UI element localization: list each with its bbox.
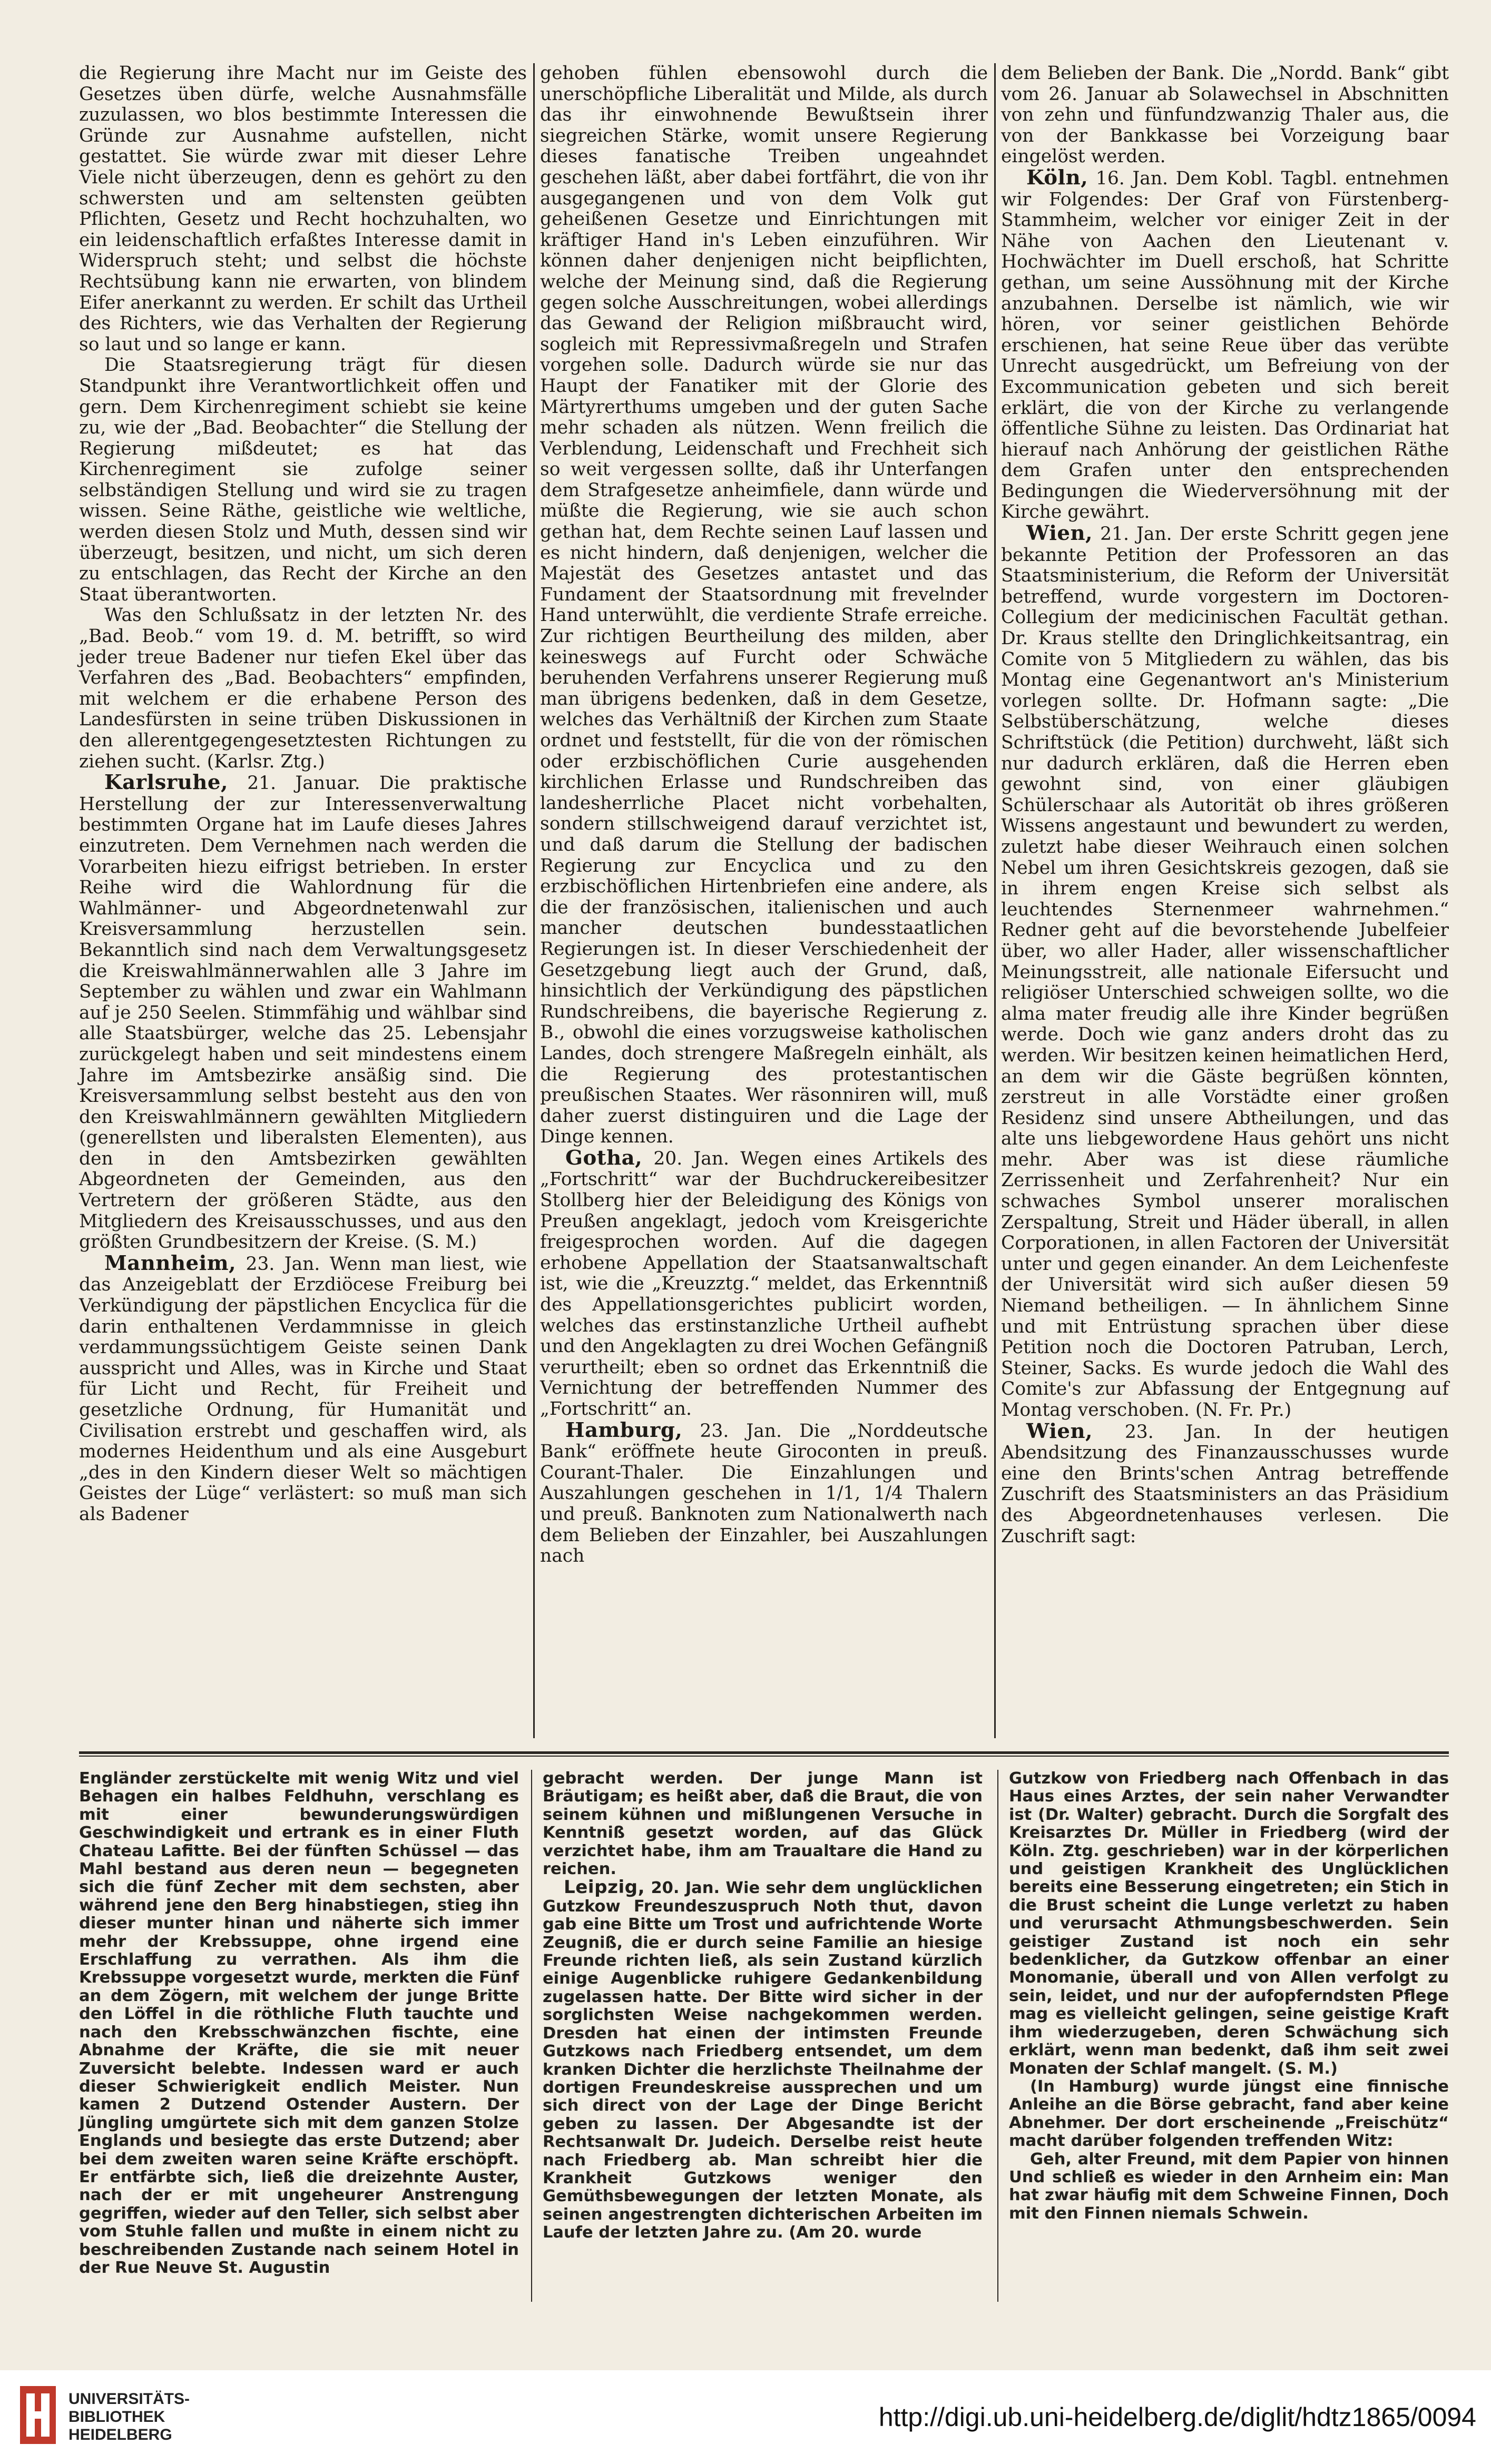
column-right [1001, 63, 1449, 1547]
feuilleton-divider-thin [79, 1756, 1449, 1757]
library-name-line: UNIVERSITÄTS- [68, 2390, 190, 2408]
article-paragraph: dem Belieben der Bank. Die „Nordd. Bank“ gibt vom 26. Januar ab Solawechsel in Abschnitten von zehn und fünfundzwanzig Thaler aus, die von der Bankkasse bei Vorzeigung baar eingelöst werden. [1001, 63, 1449, 167]
article-paragraph: gehoben fühlen ebensowohl durch die unerschöpfliche Liberalität und Milde, als durch das ihr einwohnende Bewußtsein ihrer siegreichen Stärke, womit unsere Regierung dieses fanatische Treiben ungeahndet geschehen läßt, aber dabei fortfährt, die von ihr ausgegangenen und von dem Volk gut geheißenen Gesetze und Einrichtungen mit kräftiger Hand in's Leben einzuführen. Wir können daher denjenigen nicht beipflichten, welche der Meinung sind, daß die Regierung gegen solche Ausschreitungen, wobei allerdings das Gewand der Religion mißbraucht wird, sogleich mit Repressivmaßregeln und Strafen vorgehen solle. Dadurch würde sie nur das Haupt der Fanatiker mit der Glorie des Märtyrerthums umgeben und der guten Sache mehr schaden als nützen. Wenn freilich die Verblendung, Leidenschaft und Frechheit sich so weit vergessen sollte, daß ihr Unterfangen dem Strafgesetze anheimfiele, dann würde und müßte die Regierung, wie sie auch schon gethan hat, dem Rechte seinen Lauf lassen und es nicht hindern, daß denjenigen, welcher die Majestät des Gesetzes antastet und das Fundament der Staatsordnung mit frevelnder Hand unterwühlt, die verdiente Strafe erreiche. Zur richtigen Beurtheilung des milden, aber keineswegs auf Furcht oder Schwäche beruhenden Verfahrens unserer Regierung muß man übrigens bedenken, daß in dem Gesetze, welches das Verhältniß der Kirchen zum Staate ordnet und feststellt, für die von der römischen oder erzbischöflichen Curie ausgehenden kirchlichen Erlasse und Rundschreiben das landesherrliche Placet nicht vorbehalten, sondern stillschweigend darauf verzichtet ist, und daß darum die Stellung der badischen Regierung zur Encyclica und zu den erzbischöflichen Hirtenbriefen eine andere, als die der französischen, italienischen und auch mancher deutschen bundesstaatlichen Regierungen ist. In dieser Verschiedenheit der Gesetzgebung liegt auch der Grund, daß, hinsichtlich der Verkündigung des päpstlichen Rundschreibens, die bayerische Regierung z. B., obwohl die eines vorzugsweise katholischen Landes, doch strengere Maßregeln einhält, als die Regierung des protestantischen preußischen Staates. Wer räsonniren will, muß daher zuerst distinguiren und die Lage der Dinge kennen. [540, 63, 988, 1148]
digitization-footer [0, 2370, 1491, 2464]
article-paragraph: (In Hamburg) wurde jüngst eine finnische Anleihe an die Börse gebracht, fand aber keine Abnehmer. Der dort erscheinende „Freischütz“ macht darüber folgenden treffenden Witz: [1009, 2077, 1449, 2151]
dateline-place: Leipzig, [564, 1877, 645, 1898]
dateline-place: Hamburg, [565, 1418, 683, 1442]
top-article-section [79, 63, 1449, 1728]
library-name [68, 2390, 190, 2444]
article-paragraph: Gutzkow von Friedberg nach Offenbach in das Haus eines Arztes, der sein naher Verwandter ist (Dr. Walter) gebracht. Durch die Sorgfalt des Kreisarztes Dr. Müller in Friedberg (wird der Köln. Ztg. geschrieben) war in der körperlichen und geistigen Krankheit des Unglücklichen bereits eine Besserung eingetreten; ein Stich in die Brust scheint die Lunge verletzt zu haben und verursacht Athmungsbeschwerden. Sein geistiger Zustand ist noch ein sehr bedenklicher, da Gutzkow offenbar an einer Monomanie, überall und von Allen verfolgt zu sein, leidet, und nur der aufopferndsten Pflege mag es vielleicht gelingen, seine geistige Kraft ihm wiederzugeben, deren Schwächung sich erklärt, wenn man bedenkt, daß ihm seit zwei Monaten der Schlaf mangelt. (S. M.) [1009, 1769, 1449, 2078]
dateline-place: Gotha, [565, 1146, 643, 1170]
feuilleton-column-middle [543, 1770, 983, 2242]
library-name-line: BIBLIOTHEK [68, 2408, 165, 2426]
library-logo[interactable] [16, 2381, 237, 2455]
source-url-link[interactable]: http://digi.ub.uni-heidelberg.de/diglit/hdtz1865/0094 [878, 2402, 1476, 2432]
column-divider [531, 1770, 532, 2302]
column-divider [997, 1770, 998, 2302]
dateline-place: Köln, [1026, 165, 1088, 190]
article-paragraph: Die Staatsregierung trägt für diesen Standpunkt ihre Verantwortlichkeit offen und gern. Dem Kirchenregiment schiebt sie keine zu, wie der „Bad. Beobachter“ die Stellung der Regierung mißdeutet; es hat das Kirchenregiment sie zufolge seiner selbständigen Stellung und wird sie zu tragen wissen. Seine Räthe, geistliche wie weltliche, werden diesen Stolz und Muth, dessen sind wir überzeugt, besitzen, und nicht, um sich deren zu entschlagen, das Recht der Kirche an den Staat überantworten. [79, 354, 527, 605]
article-paragraph: die Regierung ihre Macht nur im Geiste des Gesetzes üben dürfe, welche Ausnahmsfälle zuzulassen, wo blos bestimmte Interessen die Gründe zur Ausnahme aufstellen, nicht gestattet. Sie würde zwar mit dieser Lehre Viele nicht überzeugen, denn es gehört zu den schwersten und am seltensten geübten Pflichten, Gesetz und Recht hochzuhalten, wo ein leidenschaftlich erfaßtes Interesse damit in Widerspruch steht; und selbst die höchste Rechtsübung kann nie erwarten, von blindem Eifer anerkannt zu werden. Er schilt das Urtheil des Richters, wie das Verhalten der Regierung so laut und so lange er kann. [79, 63, 527, 355]
article-paragraph: Geh, alter Freund, mit dem Papier von hinnen Und schließ es wieder in den Arnheim ein: Man hat zwar häufig mit dem Schweine Finnen, Doch mit den Finnen niemals Schwein. [1009, 2150, 1449, 2223]
feuilleton-column-right [1009, 1770, 1449, 2223]
article-paragraph: Köln, 16. Jan. Dem Kobl. Tagbl. entnehmen wir Folgendes: Der Graf von Fürstenberg-Stammheim, welcher vor einiger Zeit in der Nähe von Aachen den Lieutenant v. Hochwächter im Duell erschoß, hat Schritte gethan, um seine Aussöhnung mit der Kirche anzubahnen. Derselbe ist nämlich, wie wir hören, vor seiner geistlichen Behörde erschienen, hat seine Reue über das verübte Unrecht ausgedrückt, um Befreiung von der Excommunication gebeten und sich bereit erklärt, die von der Kirche zu verlangende öffentliche Sühne zu leisten. Das Ordinariat hat hierauf nach Anhörung der geistlichen Räthe dem Grafen unter den entsprechenden Bedingungen die Wiederversöhnung mit der Kirche gewährt. [1001, 165, 1449, 523]
feuilleton-section [79, 1770, 1449, 2323]
dateline-place: Karlsruhe, [104, 771, 228, 795]
dateline-place: Mannheim, [104, 1251, 237, 1275]
article-paragraph: Karlsruhe, 21. Januar. Die praktische Herstellung der zur Interessenverwaltung bestimmten Organe hat im Laufe dieses Jahres einzutreten. Dem Vernehmen nach werden die Vorarbeiten hiezu eifrigst betrieben. In erster Reihe wird die Wahlordnung für die Wahlmänner- und Abgeordnetenwahl zur Kreisversammlung herzustellen sein. Bekanntlich sind nach dem Verwaltungsgesetz die Kreiswahlmännerwahlen alle 3 Jahre im September zu wählen und zwar ein Wahlmann auf je 250 Seelen. Stimmfähig und wählbar sind alle Staatsbürger, welche das 25. Lebensjahr zurückgelegt haben und seit mindestens einem Jahre im Amtsbezirke ansäßig sind. Die Kreisversammlung selbst besteht aus den von den Kreiswahlmännern gewählten Mitgliedern (generellsten und liberalsten Elementen), aus den in den Amtsbezirken gewählten Abgeordneten der Gemeinden, aus den Vertretern der größeren Städte, aus den Mitgliedern des Kreisausschusses, und aus den größten Grundbesitzern der Kreise. (S. M.) [79, 771, 527, 1253]
library-name-line: HEIDELBERG [68, 2426, 172, 2443]
article-paragraph: Gotha, 20. Jan. Wegen eines Artikels des „Fortschritt“ war der Buchdruckereibesitzer Stollberg hier der Beleidigung des Königs von Preußen angeklagt, jedoch vom Kreisgerichte freigesprochen worden. Auf die dagegen erhobene Appellation der Staatsanwaltschaft ist, wie die „Kreuzztg.“ meldet, das Erkenntniß des Appellationsgerichtes publicirt worden, welches das erstinstanzliche Urtheil aufhebt und den Angeklagten zu drei Wochen Gefängniß verurtheilt; eben so ordnet das Erkenntniß die Vernichtung der betreffenden Nummer des „Fortschritt“ an. [540, 1146, 988, 1420]
column-divider [994, 63, 996, 1738]
article-paragraph: Wien, 23. Jan. In der heutigen Abendsitzung des Finanzausschusses wurde eine den Brints'schen Antrag betreffende Zuschrift des Staatsministers an das Präsidium des Abgeordnetenhauses verlesen. Die Zuschrift sagt: [1001, 1419, 1449, 1547]
dateline-place: Wien, [1026, 1419, 1093, 1443]
column-divider [533, 63, 535, 1738]
column-middle [540, 63, 988, 1567]
article-paragraph: Mannheim, 23. Jan. Wenn man liest, wie das Anzeigeblatt der Erzdiöcese Freiburg bei Verkündigung der päpstlichen Encyclica für die darin enthaltenen Verdammnisse in gleich verdammungssüchtigem Geiste seinen Dank ausspricht und Alles, was in Kirche und Staat für Licht und Recht, für Freiheit und gesetzliche Ordnung, für Humanität und Civilisation erstrebt und geschaffen wird, als modernes Heidenthum und als eine Ausgeburt „des in den Kindern dieser Welt so mächtigen Geistes der Lüge“ verlästert: so muß man sich als Badener [79, 1251, 527, 1525]
feuilleton-column-left [79, 1770, 519, 2277]
article-paragraph: Leipzig, 20. Jan. Wie sehr dem unglücklichen Gutzkow Freundeszuspruch Noth thut, davon gab eine Bitte um Trost und aufrichtende Worte Zeugniß, die er durch seine Familie an hiesige Freunde richten ließ, als sein Zustand kürzlich einige Augenblicke ruhigere Gedankenbildung zugelassen hatte. Der Bitte wird sicher in der sorglichsten Weise nachgekommen werden. Dresden hat einen der intimsten Freunde Gutzkows nach Friedberg entsendet, um dem kranken Dichter die herzlichste Theilnahme der dortigen Freundeskreise aussprechen und um sich direct von der Lage der Dinge Bericht geben zu lassen. Der Abgesandte ist der Rechtsanwalt Dr. Judeich. Derselbe reist heute nach Friedberg ab. Man schreibt hier die Krankheit Gutzkows weniger den Gemüthsbewegungen der letzten Monate, als seinen angestrengten dichterischen Arbeiten im Laufe der letzten Jahre zu. (Am 20. wurde [543, 1877, 983, 2242]
article-paragraph: Hamburg, 23. Jan. Die „Norddeutsche Bank“ eröffnete heute Giroconten in preuß. Courant-Thaler. Die Einzahlungen und Auszahlungen geschehen in 1/1, 1/4 Thalern und preuß. Banknoten zum Nationalwerth nach dem Belieben der Einzahler, bei Auszahlungen nach [540, 1418, 988, 1567]
article-paragraph: Engländer zerstückelte mit wenig Witz und viel Behagen ein halbes Feldhuhn, verschlang es mit einer bewunderungswürdigen Geschwindigkeit und ertrank es in einer Fluth Chateau Lafitte. Bei der fünften Schüssel — das Mahl bestand aus deren neun — begegneten sich die fünf Zecher mit dem sechsten, aber während jene den Berg hinabstiegen, stieg ihn dieser munter hinan und näherte sich immer mehr der Krebssuppe, ohne irgend eine Erschlaffung zu verrathen. Als ihm die Krebssuppe vorgesetzt wurde, merkten die Fünf an dem Zögern, mit welchem der junge Britte den Löffel in die röthliche Fluth tauchte und nach den Krebsschwänzchen fischte, eine Abnahme der Kräfte, die sie mit neuer Zuversicht belebte. Indessen ward er auch dieser Schwierigkeit endlich Meister. Nun kamen 2 Dutzend Ostender Austern. Der Jüngling umgürtete sich mit dem ganzen Stolze Englands und besiegte das erste Dutzend; aber bei dem zweiten waren seine Kräfte erschöpft. Er entfärbte sich, ließ die dreizehnte Auster, nach der er mit ungeheurer Anstrengung gegriffen, wieder auf den Teller, sich selbst aber vom Stuhle fallen und mußte in einem nicht zu beschreibenden Zustande nach seinem Hotel in der Rue Neuve St. Augustin [79, 1769, 519, 2277]
article-paragraph: Was den Schlußsatz in der letzten Nr. des „Bad. Beob.“ vom 19. d. M. betrifft, so wird jeder treue Badener nur tiefen Ekel über das Verfahren des „Bad. Beobachters“ empfinden, mit welchem er die erhabene Person des Landesfürsten in seine trüben Diskussionen in den allerentgegengesetztesten Richtungen zu ziehen sucht. (Karlsr. Ztg.) [79, 605, 527, 772]
article-paragraph: gebracht werden. Der junge Mann ist Bräutigam; es heißt aber, daß die Braut, die von seinem kühnen und mißlungenen Versuche in Kenntniß gesetzt worden, auf das Glück verzichtet habe, ihm am Traualtare die Hand zu reichen. [543, 1769, 983, 1879]
column-left [79, 63, 527, 1525]
feuilleton-divider [79, 1751, 1449, 1754]
dateline-place: Wien, [1026, 521, 1093, 546]
university-library-logo-icon [16, 2381, 60, 2449]
article-paragraph: Wien, 21. Jan. Der erste Schritt gegen jene bekannte Petition der Professoren an das Staatsministerium, die Reform der Universität betreffend, wurde vorgestern im Doctoren-Collegium der medicinischen Facultät gethan. Dr. Kraus stellte den Dringlichkeitsantrag, ein Comite von 5 Mitgliedern zu wählen, das bis Montag eine Gegenantwort an's Ministerium vorlegen sollte. Dr. Hofmann sagte: „Die Selbstüberschätzung, welche dieses Schriftstück (die Petition) durchweht, läßt sich nur dadurch erklären, daß die Herren eben gewohnt sind, von einer gläubigen Schülerschaar als Autorität ob ihres größeren Wissens angestaunt und bewundert zu werden, zuletzt habe dieser Weihrauch einen solchen Nebel um ihren Gesichtskreis gezogen, daß sie in ihrem engen Kreise sich selbst als leuchtendes Sternenmeer wahrnehmen.“ Redner geht auf die bevorstehende Jubelfeier über, wo aller Hader, aller wissenschaftlicher Meinungsstreit, alle nationale Eifersucht und religiöser Unterschied schweigen sollte, wo die alma mater freudig alle ihre Kinder begrüßen werde. Doch wie ganz anders droht das zu werden. Wir besitzen keinen heimatlichen Herd, an dem wir die Gäste begrüßen könnten, zerstreut in alle Vorstädte einer großen Residenz sind unsere Abtheilungen, und das alte uns liebgewordene Haus gehört uns nicht mehr. Aber was ist diese räumliche Zerrissenheit und Zerfahrenheit? Nur ein schwaches Symbol unserer moralischen Zerspaltung, Streit und Häder überall, in allen Corporationen, in allen Factoren der Universität unter und gegen einander. An dem Leichenfeste der Universität wird sich außer diesen 59 Niemand betheiligen. — In ähnlichem Sinne und mit Entrüstung sprachen über diese Petition noch die Doctoren Patruban, Lerch, Steiner, Sacks. Es wurde jedoch die Wahl des Comite's zur Abfassung der Entgegnung auf Montag verschoben. (N. Fr. Pr.) [1001, 521, 1449, 1421]
